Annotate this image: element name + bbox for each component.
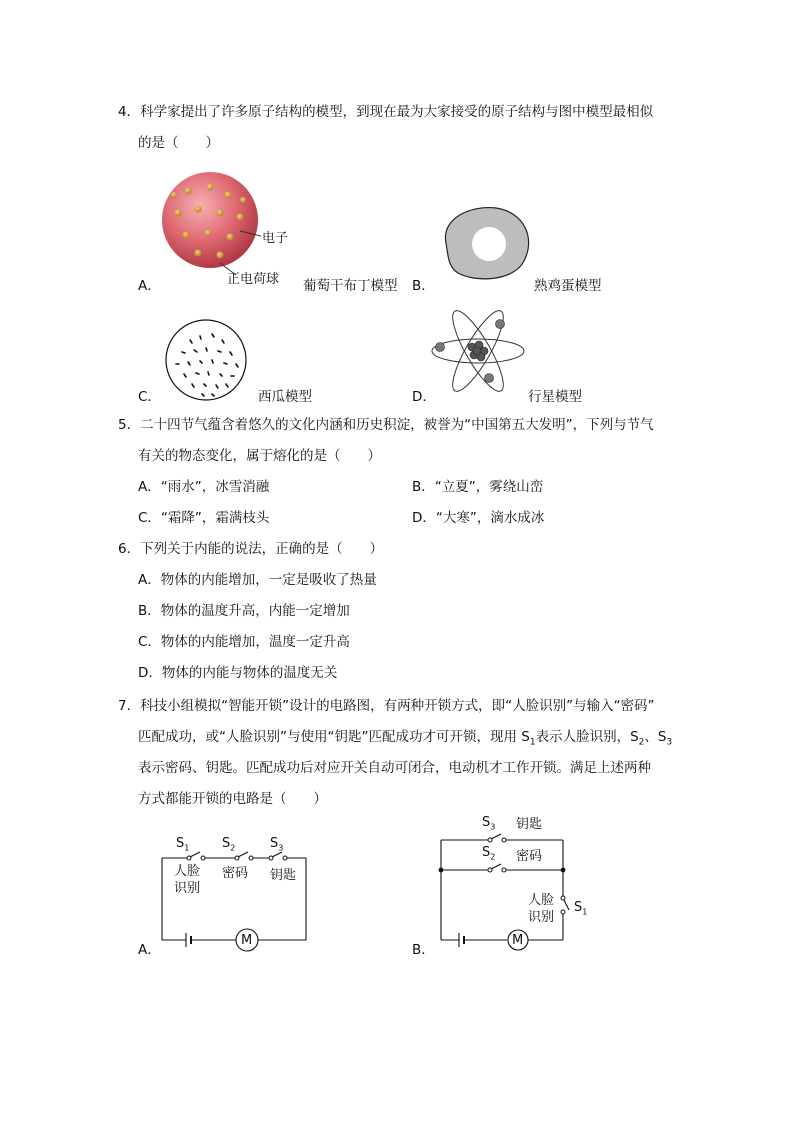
watermelon-model-figure: [164, 318, 250, 404]
boiled-egg-model-figure: [436, 203, 536, 283]
q6-option-d: D．物体的内能与物体的温度无关: [138, 665, 338, 681]
q7-stem-line2: 匹配成功，或“人脸识别”与使用“钥匙”匹配成功才可开锁，现用 $S_1$表示人脸识别，$S_2$、$S_3$: [138, 729, 673, 748]
q4-option-c-letter: C．: [138, 389, 161, 405]
q4-option-a-letter: A．: [138, 278, 161, 294]
q5-option-d: D．“大寒”，滴水成冰: [412, 510, 545, 526]
q4-option-c-caption: 西瓜模型: [258, 389, 312, 405]
q7-stem-line4: 方式都能开锁的电路是（ ）: [138, 791, 327, 807]
q5-stem-line2: 有关的物态变化，属于熔化的是（ ）: [138, 448, 381, 464]
circuit-a-face-label-1: 人脸: [174, 864, 201, 879]
circuit-b-face-label-1: 人脸: [528, 893, 555, 908]
circuit-a-face-label-2: 识别: [174, 881, 201, 896]
planetary-model-figure: [428, 307, 528, 393]
q5-option-c: C．“霜降”，霜满枝头: [138, 510, 270, 526]
q4-option-b-caption: 熟鸡蛋模型: [534, 278, 602, 294]
q5-stem-line1: 5．二十四节气蕴含着悠久的文化内涵和历史积淀，被誉为“中国第五大发明”，下列与节气: [118, 417, 654, 433]
q6-option-b: B．物体的温度升高，内能一定增加: [138, 603, 350, 619]
circuit-b-s2-label: $S_2$: [482, 845, 496, 862]
electron-label: 电子: [262, 231, 289, 246]
q4-stem-line2: 的是（ ）: [138, 135, 219, 151]
q7-stem-line3: 表示密码、钥匙。匹配成功后对应开关自动可闭合，电动机才工作开锁。满足上述两种: [138, 760, 651, 776]
q7-option-b-letter: B．: [412, 942, 435, 958]
q7-option-a-letter: A．: [138, 942, 161, 958]
circuit-a-s1-label: $S_1$: [176, 836, 190, 853]
q4-option-d-caption: 行星模型: [528, 389, 582, 405]
circuit-a-s2-label: $S_2$: [222, 836, 236, 853]
circuit-b-s3-label: $S_3$: [482, 815, 496, 832]
circuit-a-s3-label: $S_3$: [270, 836, 284, 853]
positive-sphere-label: 正电荷球: [227, 272, 280, 287]
circuit-b-s1-label: $S_1$: [574, 900, 588, 917]
q6-option-c: C．物体的内能增加，温度一定升高: [138, 634, 350, 650]
circuit-a-password-label: 密码: [222, 866, 249, 881]
circuit-b-key-label: 钥匙: [516, 817, 543, 832]
q4-option-b-letter: B．: [412, 278, 435, 294]
circuit-b-diagram: [437, 828, 577, 948]
q6-stem: 6．下列关于内能的说法，正确的是（ ）: [118, 541, 384, 557]
circuit-b-motor-label: M: [512, 933, 524, 948]
q7-stem-line1: 7．科技小组模拟“智能开锁”设计的电路图，有两种开锁方式，即“人脸识别”与输入“密码”: [118, 698, 655, 714]
q5-option-b: B．“立夏”，雾绕山峦: [412, 479, 544, 495]
circuit-a-motor-label: M: [241, 933, 253, 948]
circuit-b-password-label: 密码: [516, 849, 543, 864]
q4-option-d-letter: D．: [412, 389, 436, 405]
q6-option-a: A．物体的内能增加，一定是吸收了热量: [138, 572, 377, 588]
q4-option-a-caption: 葡萄干布丁模型: [303, 278, 398, 294]
q4-stem-line1: 4．科学家提出了许多原子结构的模型，到现在最为大家接受的原子结构与图中模型最相似: [118, 104, 654, 120]
q5-option-a: A．“雨水”，冰雪消融: [138, 479, 270, 495]
circuit-b-face-label-2: 识别: [528, 910, 555, 925]
circuit-a-key-label: 钥匙: [270, 868, 297, 883]
